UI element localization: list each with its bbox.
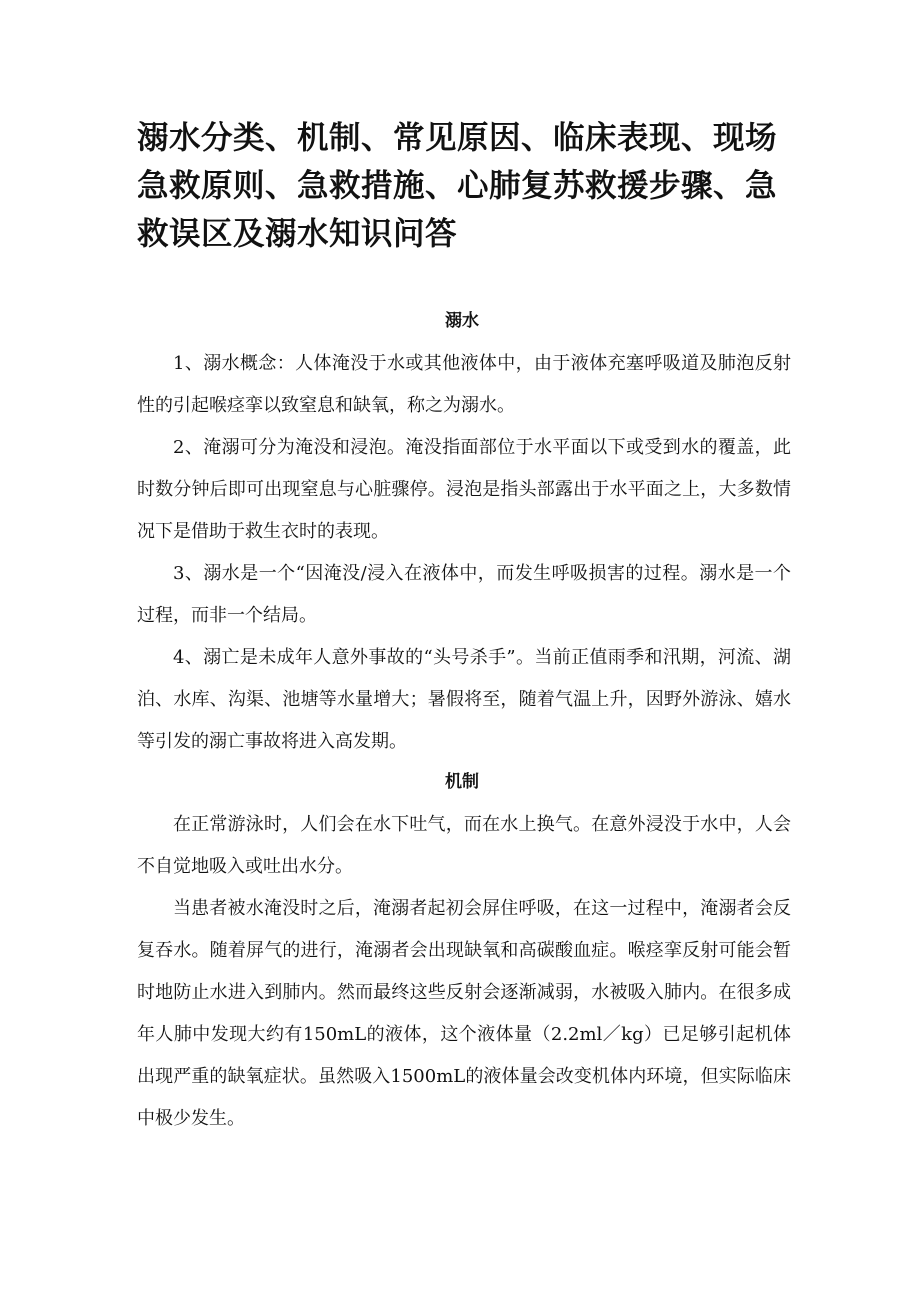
paragraph-mechanism-process: 当患者被水淹没时之后，淹溺者起初会屏住呼吸，在这一过程中，淹溺者会反复吞水。随着屏气的进行，淹溺者会出现缺氧和高碳酸血症。喉痉挛反射可能会暂时地防止水进入到肺内。然而最终这些反射会逐渐减弱，水被吸入肺内。在很多成年人肺中发现大约有150mL的液体，这个液体量（2.2ml／kg）已足够引起机体出现严重的缺氧症状。虽然吸入1500mL的液体量会改变机体内环境，但实际临床中极少发生。 xyxy=(137,898,791,1129)
paragraph-drowning-concept: 1、溺水概念：人体淹没于水或其他液体中，由于液体充塞呼吸道及肺泡反射性的引起喉痉挛以致窒息和缺氧，称之为溺水。 xyxy=(137,353,791,416)
document-title: 溺水分类、机制、常见原因、临床表现、现场急救原则、急救措施、心肺复苏救援步骤、急救误区及溺水知识问答 xyxy=(137,120,778,252)
section-heading-mechanism: 机制 xyxy=(445,772,479,792)
paragraph-drowning-types: 2、淹溺可分为淹没和浸泡。淹没指面部位于水平面以下或受到水的覆盖，此时数分钟后即可出现窒息与心脏骤停。浸泡是指头部露出于水平面之上，大多数情况下是借助于救生衣时的表现。 xyxy=(137,437,791,542)
paragraph-drowning-process: 3、溺水是一个“因淹没/浸入在液体中，而发生呼吸损害的过程。溺水是一个过程，而非一个结局。 xyxy=(137,563,791,626)
paragraph-mechanism-swimming: 在正常游泳时，人们会在水下吐气，而在水上换气。在意外浸没于水中，人会不自觉地吸入或吐出水分。 xyxy=(137,814,791,877)
section-heading-drowning: 溺水 xyxy=(445,311,479,331)
paragraph-drowning-deaths: 4、溺亡是未成年人意外事故的“头号杀手”。当前正值雨季和汛期，河流、湖泊、水库、沟渠、池塘等水量增大；暑假将至，随着气温上升，因野外游泳、嬉水等引发的溺亡事故将进入高发期。 xyxy=(137,647,791,752)
